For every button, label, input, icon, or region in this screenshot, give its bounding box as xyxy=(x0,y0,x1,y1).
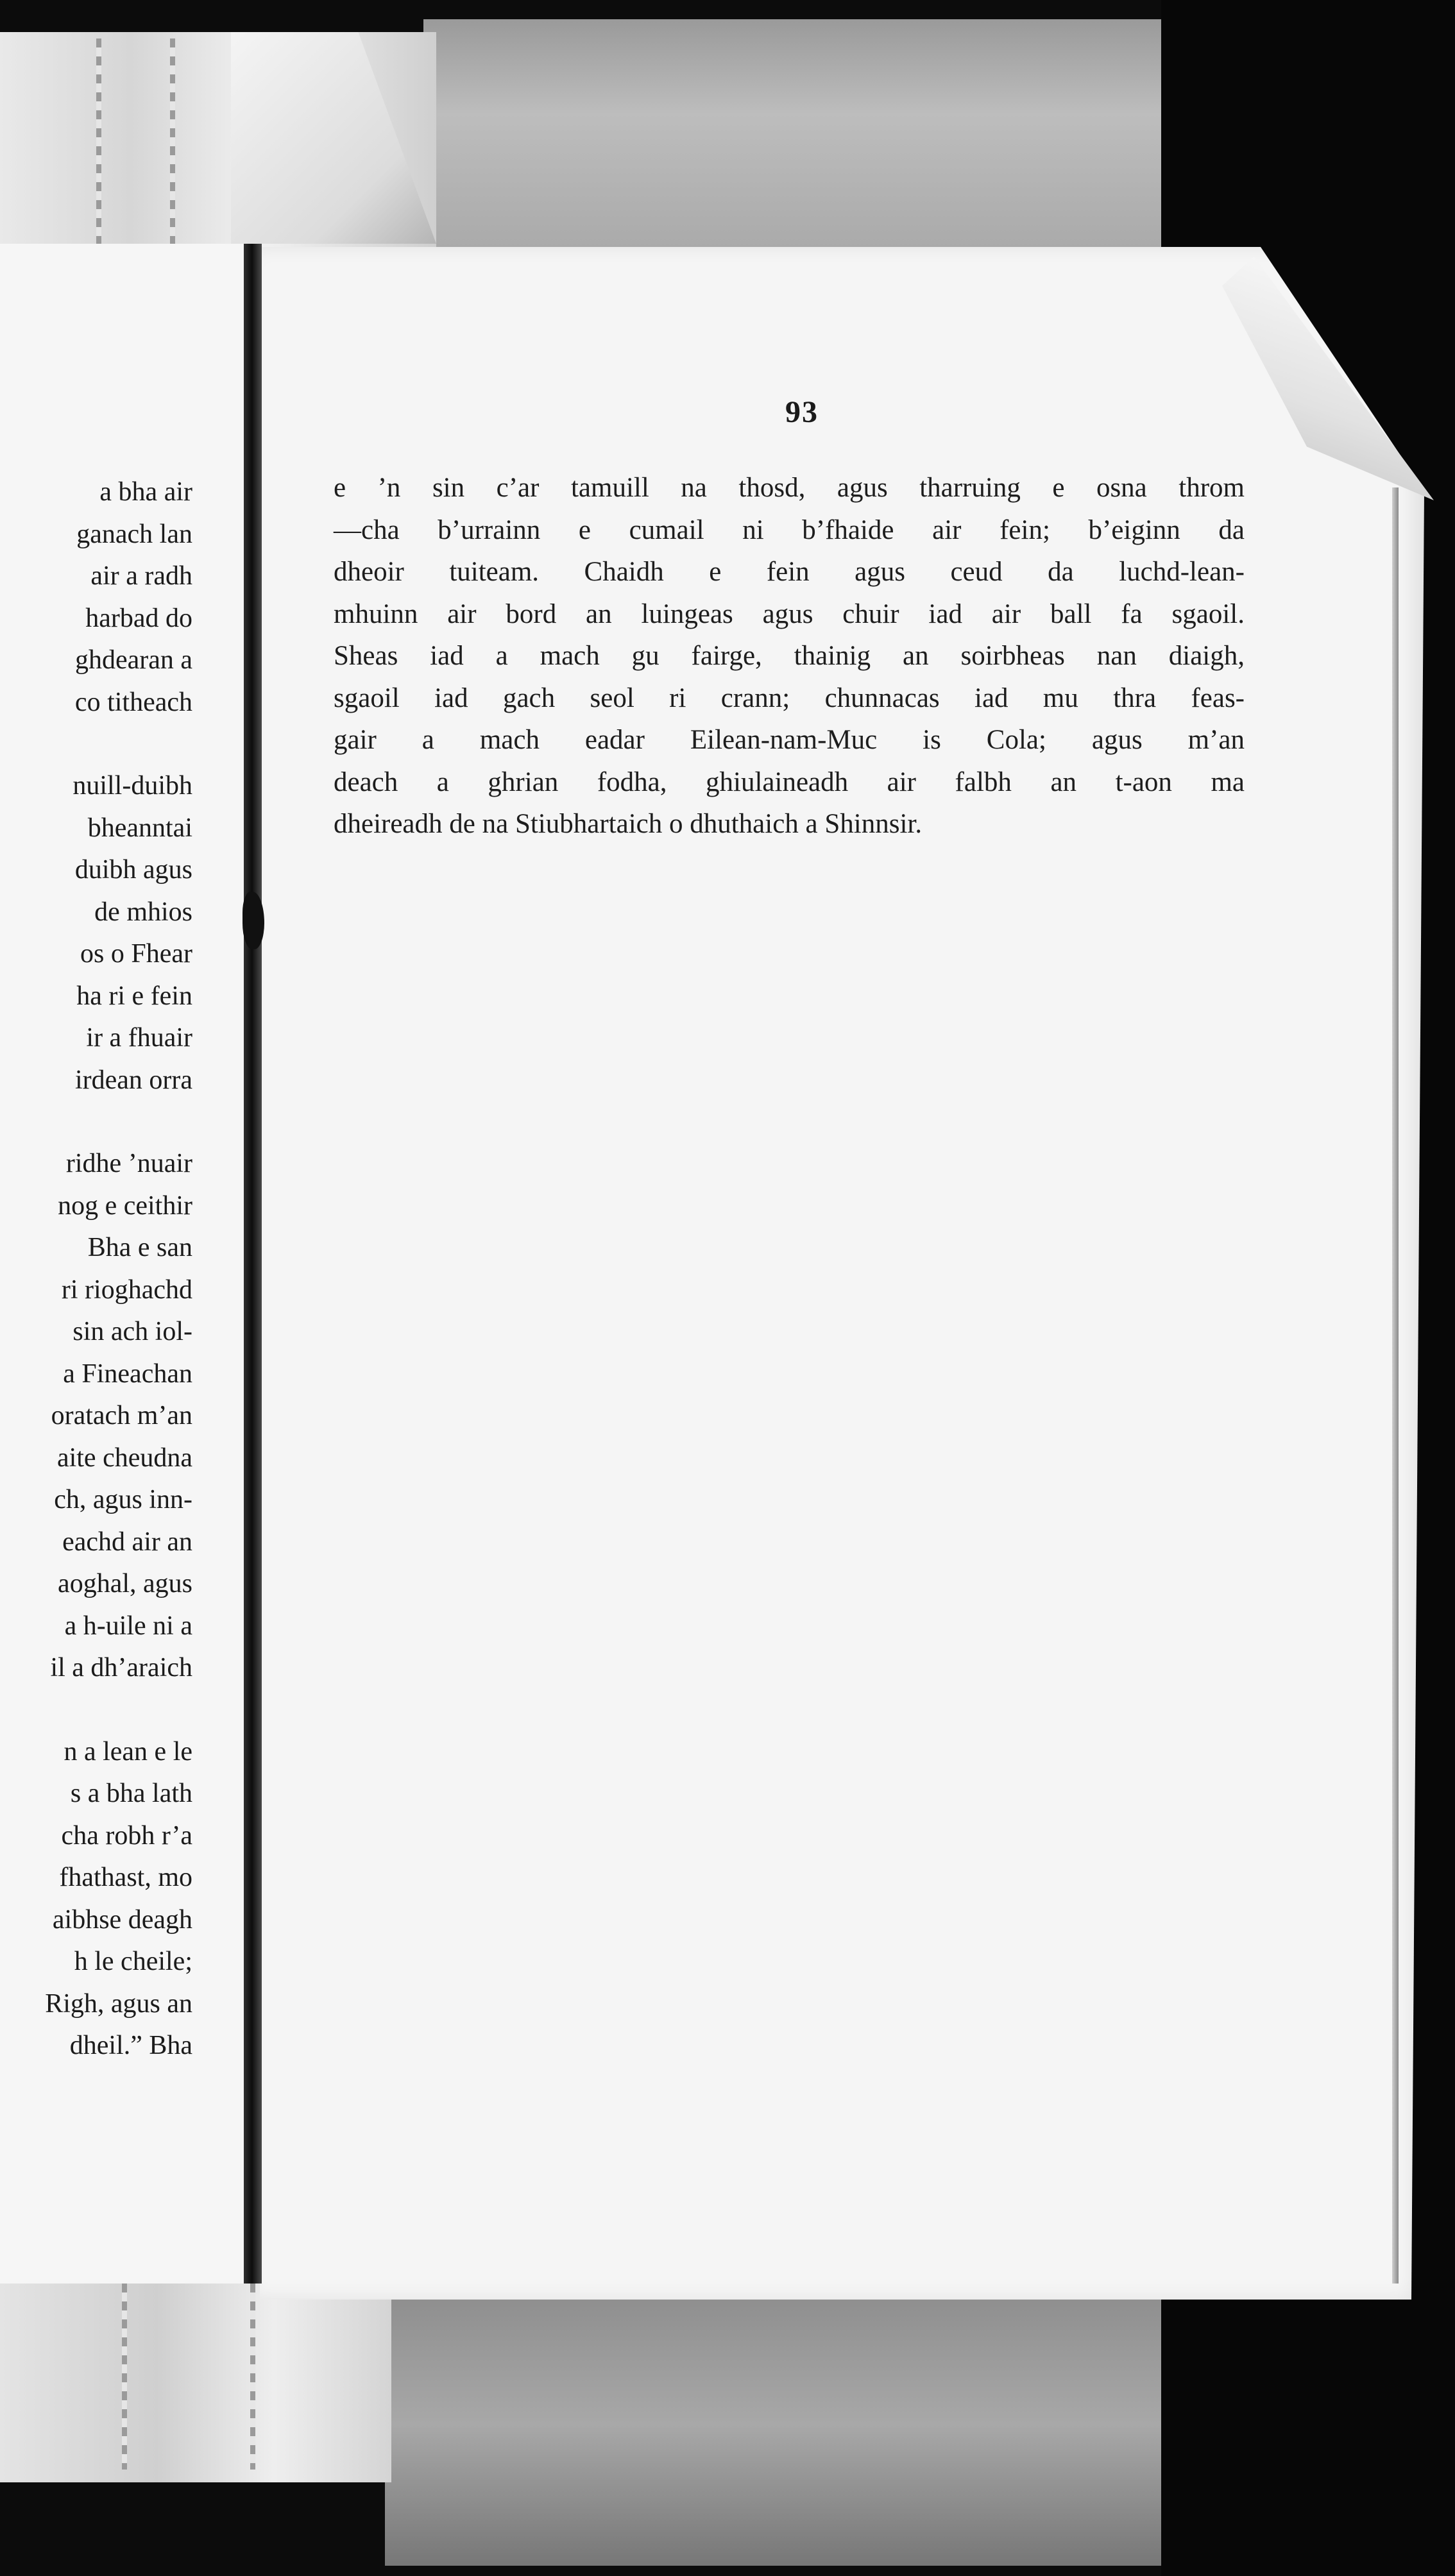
left-line: oratach m’an xyxy=(51,1401,192,1430)
text-line: dheoir tuiteam. Chaidh e fein agus ceud da luchd-lean- xyxy=(334,557,1245,587)
binding-stitch xyxy=(122,2284,127,2470)
scanner-background-top xyxy=(423,19,1161,257)
binding-stitch xyxy=(250,2284,255,2470)
left-line: aite cheudna xyxy=(56,1443,192,1473)
left-line: harbad do xyxy=(85,603,192,633)
page-number: 93 xyxy=(785,395,819,429)
page-edge-shadow xyxy=(1392,487,1399,2284)
text-line: e ’n sin c’ar tamuill na thosd, agus tharruing e osna throm xyxy=(334,473,1245,503)
text-line: deach a ghrian fodha, ghiulaineadh air falbh an t-aon ma xyxy=(334,767,1245,797)
left-paragraph xyxy=(0,1143,192,1690)
scanner-background-bottom xyxy=(385,2284,1161,2566)
left-line: nuill-duibh xyxy=(72,771,192,801)
text-line: sgaoil iad gach seol ri crann; chunnacas iad mu thra feas- xyxy=(334,682,1245,713)
left-line: aibhse deagh xyxy=(52,1904,192,1935)
left-line: eachd air an xyxy=(62,1527,192,1557)
left-paragraph xyxy=(0,471,192,724)
binding-stitch xyxy=(96,38,101,244)
left-line: nog e ceithir xyxy=(58,1191,192,1221)
left-line: os o Fhear xyxy=(80,939,192,969)
left-line: air a radh xyxy=(90,561,192,591)
left-line: duibh agus xyxy=(74,855,192,885)
left-line: de mhios xyxy=(94,897,192,927)
left-line: n a lean e le xyxy=(64,1736,192,1767)
left-line: Bha e san xyxy=(87,1233,192,1262)
left-line: a h-uile ni a xyxy=(64,1611,192,1641)
text-line: dheireadh de na Stiubhartaich o dhuthaich a Shinnsir. xyxy=(334,809,923,839)
binding-stitch xyxy=(170,38,175,244)
left-line: aoghal, agus xyxy=(58,1569,192,1598)
text-line: Sheas iad a mach gu fairge, thainig an soirbheas nan diaigh, xyxy=(334,641,1245,671)
text-line: —cha b’urrainn e cumail ni b’fhaide air fein; b’eiginn da xyxy=(334,514,1245,545)
left-line: Righ, agus an xyxy=(45,1988,192,2019)
left-line: ri rioghachd xyxy=(61,1275,192,1305)
text-line: mhuinn air bord an luingeas agus chuir iad air ball fa sgaoil. xyxy=(334,598,1245,629)
left-line: ganach lan xyxy=(76,519,192,549)
left-line: bheanntai xyxy=(87,813,192,843)
left-line: il a dh’araich xyxy=(50,1653,192,1682)
previous-page-text xyxy=(0,244,192,2067)
left-line: dheil.” Bha xyxy=(69,2031,192,2060)
left-line: ir a fhuair xyxy=(86,1023,192,1053)
page-body-text xyxy=(334,467,1245,845)
previous-page xyxy=(0,244,255,2284)
text-line: gair a mach eadar Eilean-nam-Muc is Cola; agus m’an xyxy=(334,725,1245,755)
left-line: sin ach iol- xyxy=(72,1317,192,1346)
left-line: ridhe ’nuair xyxy=(65,1149,192,1178)
left-line: co titheach xyxy=(74,687,192,717)
left-line: ghdearan a xyxy=(74,645,192,675)
left-line: ha ri e fein xyxy=(76,981,192,1011)
left-paragraph xyxy=(0,765,192,1101)
left-line: a Fineachan xyxy=(63,1359,192,1389)
book-gutter xyxy=(244,244,262,2284)
binding-tape-bottom xyxy=(0,2271,391,2482)
left-line: ch, agus inn- xyxy=(54,1485,192,1514)
left-line: h le cheile; xyxy=(74,1947,192,1976)
left-line: irdean orra xyxy=(74,1065,192,1095)
left-line: fhathast, mo xyxy=(59,1863,192,1892)
left-line: a bha air xyxy=(99,477,192,507)
left-line: cha robh r’a xyxy=(61,1820,192,1851)
left-line: s a bha lath xyxy=(70,1779,192,1808)
left-paragraph xyxy=(0,1731,192,2067)
